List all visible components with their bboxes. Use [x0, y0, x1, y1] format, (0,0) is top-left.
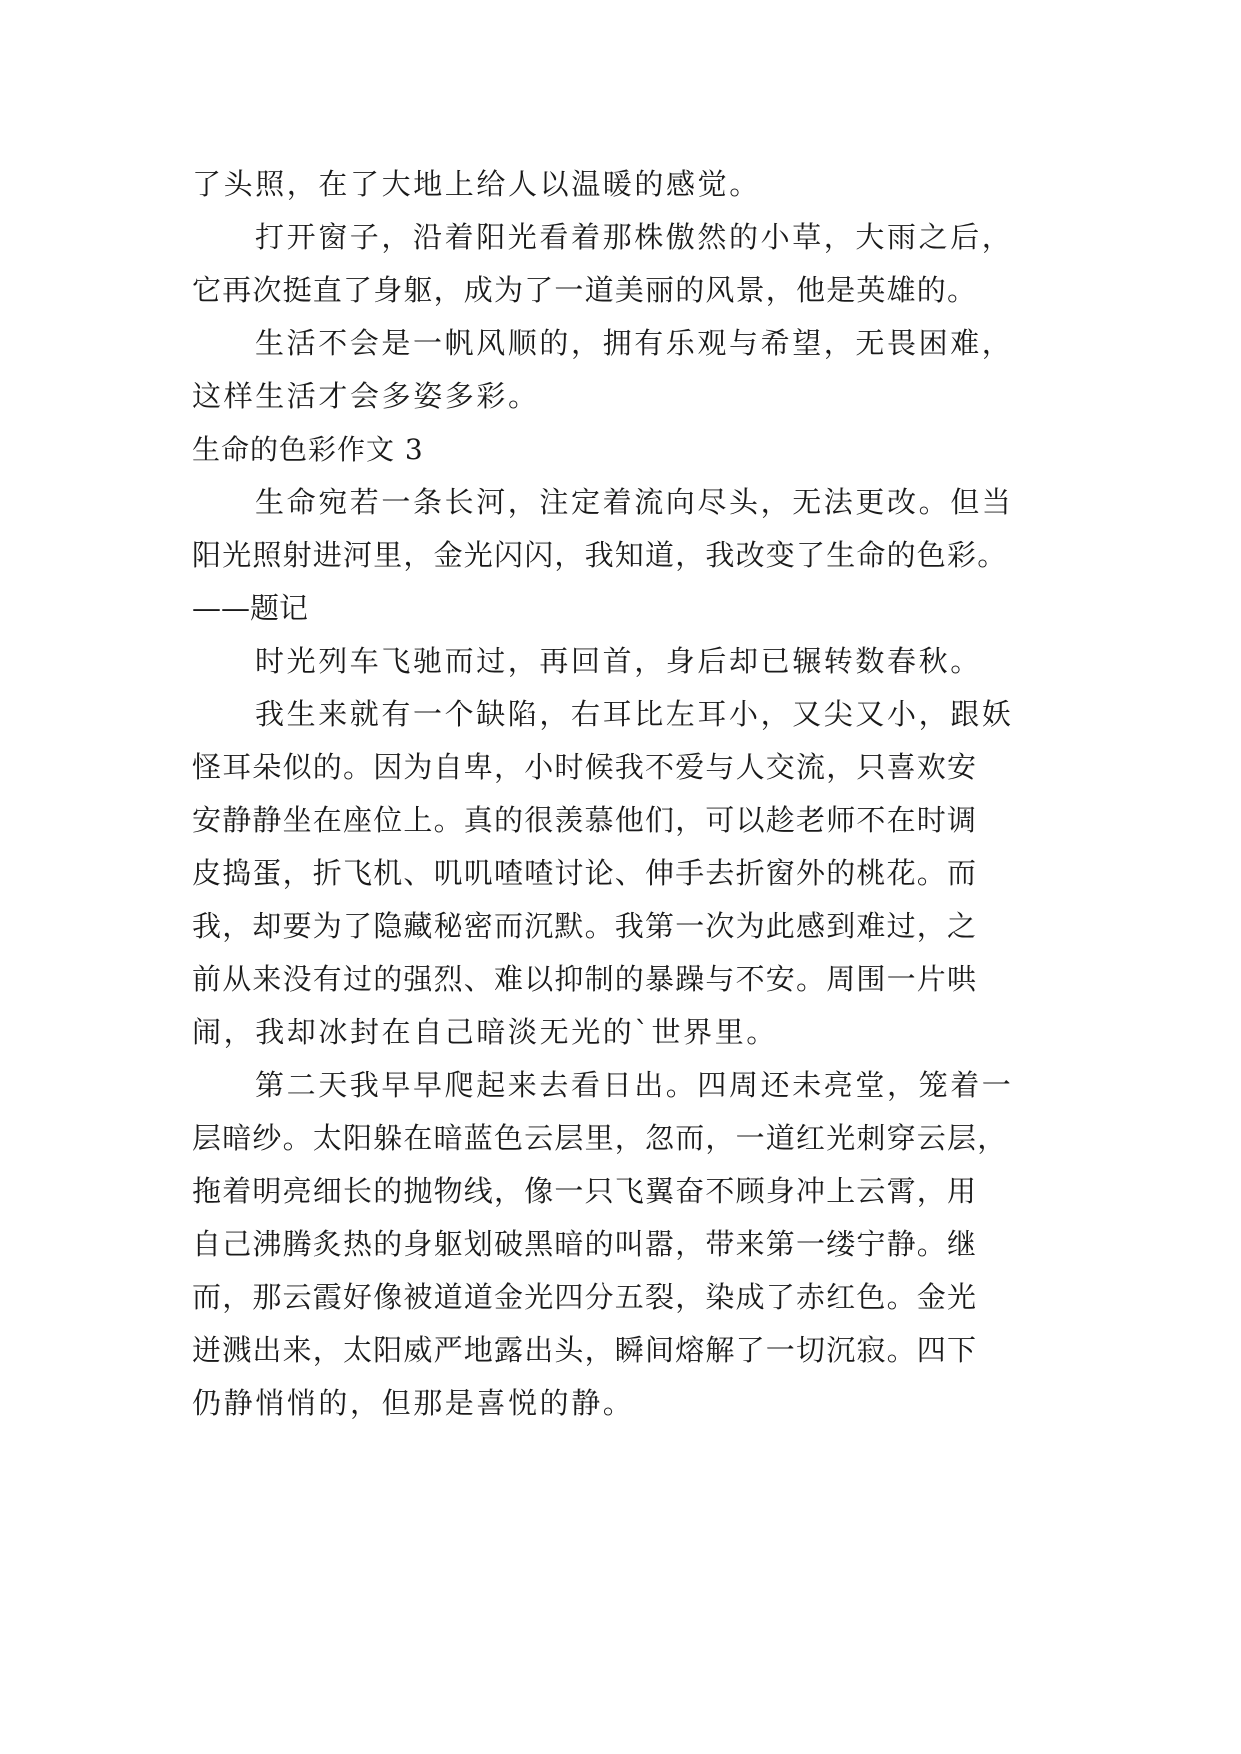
- text-line: 闹，我却冰封在自己暗淡无光的`世界里。: [192, 1015, 778, 1049]
- text-line: 前从来没有过的强烈、难以抑制的暴躁与不安。周围一片哄: [192, 962, 978, 996]
- text-line: 我生来就有一个缺陷，右耳比左耳小，又尖又小，跟妖: [255, 697, 1014, 731]
- text-line: 安静静坐在座位上。真的很羡慕他们，可以趁老师不在时调: [192, 803, 978, 837]
- text-line: 生命宛若一条长河，注定着流向尽头，无法更改。但当: [255, 485, 1014, 519]
- document-body: [192, 158, 1082, 1430]
- text-line: 自己沸腾炙热的身躯划破黑暗的叫嚣，带来第一缕宁静。继: [192, 1227, 978, 1261]
- text-line: 拖着明亮细长的抛物线，像一只飞翼奋不顾身冲上云霄，用: [192, 1174, 978, 1208]
- text-line: 迸溅出来，太阳威严地露出头，瞬间熔解了一切沉寂。四下: [192, 1333, 978, 1367]
- text-line: 层暗纱。太阳躲在暗蓝色云层里，忽而，一道红光刺穿云层，: [192, 1121, 1008, 1155]
- text-line: 时光列车飞驰而过，再回首，身后却已辗转数春秋。: [255, 644, 982, 678]
- text-line: 生活不会是一帆风顺的，拥有乐观与希望，无畏困难，: [255, 326, 1014, 360]
- text-line: 它再次挺直了身躯，成为了一道美丽的风景，他是英雄的。: [192, 273, 978, 307]
- text-line: 阳光照射进河里，金光闪闪，我知道，我改变了生命的色彩。: [192, 538, 1008, 572]
- section-heading: 生命的色彩作文 3: [192, 433, 424, 466]
- text-line: 第二天我早早爬起来去看日出。四周还未亮堂，笼着一: [255, 1068, 1014, 1102]
- text-line: ——题记: [192, 591, 309, 625]
- text-line: 仍静悄悄的，但那是喜悦的静。: [192, 1386, 635, 1420]
- text-line: 我，却要为了隐藏秘密而沉默。我第一次为此感到难过，之: [192, 909, 978, 943]
- text-line: 而，那云霞好像被道道金光四分五裂，染成了赤红色。金光: [192, 1280, 978, 1314]
- text-line: 皮捣蛋，折飞机、叽叽喳喳讨论、伸手去折窗外的桃花。而: [192, 856, 978, 890]
- text-line: 怪耳朵似的。因为自卑，小时候我不爱与人交流，只喜欢安: [192, 750, 978, 784]
- text-line: 打开窗子，沿着阳光看着那株傲然的小草，大雨之后，: [255, 220, 1014, 254]
- text-line: 这样生活才会多姿多彩。: [192, 379, 540, 413]
- text-line: 了头照，在了大地上给人以温暖的感觉。: [192, 167, 761, 201]
